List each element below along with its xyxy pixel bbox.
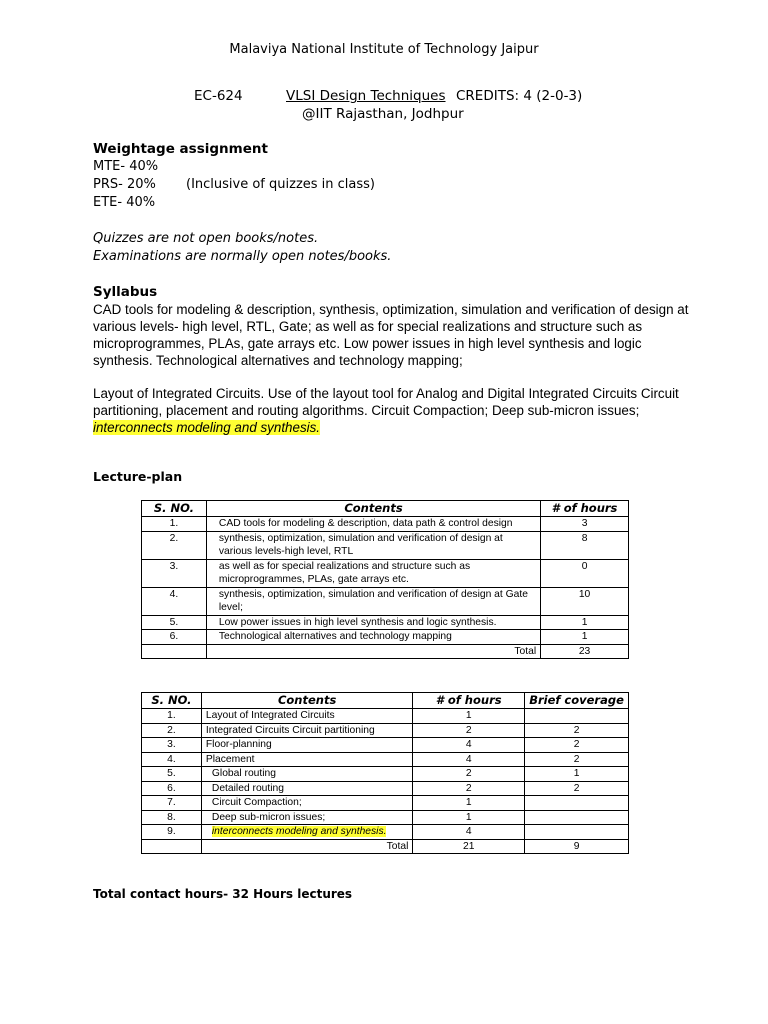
row-brief — [525, 796, 629, 811]
total-contact-hours: Total contact hours- 32 Hours lectures — [93, 887, 353, 901]
col-header-contents: Contents — [201, 693, 412, 709]
row-sno: 6. — [142, 630, 207, 645]
table-row — [142, 796, 629, 811]
col-header-sno: S. NO. — [142, 501, 207, 517]
table-row — [142, 781, 629, 796]
table-row — [142, 531, 629, 559]
row-sno: 2. — [142, 531, 207, 559]
table-row — [142, 587, 629, 615]
row-hours: 0 — [541, 559, 629, 587]
row-brief: 2 — [525, 752, 629, 767]
total-hours: 23 — [541, 644, 629, 659]
row-brief: 1 — [525, 767, 629, 782]
row-hours: 8 — [541, 531, 629, 559]
row-brief: 2 — [525, 738, 629, 753]
col-header-hours: # of hours — [541, 501, 629, 517]
row-sno: 1. — [142, 517, 207, 532]
row-sno: 4. — [142, 587, 207, 615]
col-header-contents: Contents — [206, 501, 540, 517]
course-title: VLSI Design Techniques — [286, 88, 446, 104]
institute-name: Malaviya National Institute of Technology Jaipur — [229, 42, 539, 57]
total-label: Total — [201, 839, 412, 854]
lecture-table-2 — [141, 692, 629, 854]
table-row — [142, 559, 629, 587]
col-header-hours: # of hours — [413, 693, 525, 709]
row-hours: 1 — [413, 810, 525, 825]
table-total-row — [142, 839, 629, 854]
row-hours: 2 — [413, 781, 525, 796]
row-content: Low power issues in high level synthesis and logic synthesis. — [206, 615, 540, 630]
row-hours: 2 — [413, 723, 525, 738]
weightage-prs-note: (Inclusive of quizzes in class) — [186, 177, 375, 192]
row-content: Placement — [201, 752, 412, 767]
row-sno: 2. — [142, 723, 202, 738]
quiz-note: Quizzes are not open books/notes. — [93, 231, 319, 246]
highlight-text: interconnects modeling and synthesis. — [211, 826, 387, 837]
row-sno: 5. — [142, 767, 202, 782]
table-total-row — [142, 644, 629, 659]
table-row — [142, 825, 629, 840]
syllabus-paragraph-1: CAD tools for modeling & description, synthesis, optimization, simulation and verification of design at various levels- high level, RTL, Gate; as well as for special realizations and structure such as microprogrammes, PLAs, gate arrays etc. Low power issues in high level synthesis and logic synthesis. Technological alternatives and technology mapping; — [93, 302, 689, 368]
row-content: Integrated Circuits Circuit partitioning — [201, 723, 412, 738]
total-empty-cell — [142, 644, 207, 659]
row-brief — [525, 825, 629, 840]
lecture-table-1 — [141, 500, 629, 659]
row-brief — [525, 810, 629, 825]
course-code: EC-624 — [194, 88, 243, 104]
row-content: Global routing — [201, 767, 412, 782]
table-header-row — [142, 501, 629, 517]
row-content: synthesis, optimization, simulation and verification of design at various levels-high level, RTL — [206, 531, 540, 559]
row-hours: 10 — [541, 587, 629, 615]
table-row — [142, 615, 629, 630]
row-hours: 4 — [413, 738, 525, 753]
row-content: synthesis, optimization, simulation and verification of design at Gate level; — [206, 587, 540, 615]
row-content: CAD tools for modeling & description, data path & control design — [206, 517, 540, 532]
course-location: @IIT Rajasthan, Jodhpur — [302, 106, 464, 122]
syllabus-paragraph-2-text: Layout of Integrated Circuits. Use of the layout tool for Analog and Digital Integrated Circuits Circuit partitioning, placement and routing algorithms. Circuit Compaction; Deep sub-micron issues; — [93, 386, 679, 418]
total-label: Total — [206, 644, 540, 659]
weightage-prs: PRS- 20% — [93, 177, 156, 192]
col-header-brief: Brief coverage — [525, 693, 629, 709]
col-header-sno: S. NO. — [142, 693, 202, 709]
syllabus-heading: Syllabus — [93, 284, 158, 300]
row-hours: 4 — [413, 825, 525, 840]
row-sno: 3. — [142, 738, 202, 753]
exam-note: Examinations are normally open notes/books. — [93, 249, 392, 264]
table-row — [142, 723, 629, 738]
lecture-plan-heading: Lecture-plan — [93, 469, 183, 484]
row-hours: 1 — [413, 796, 525, 811]
row-content: as well as for special realizations and structure such as microprogrammes, PLAs, gate arrays etc. — [206, 559, 540, 587]
row-sno: 6. — [142, 781, 202, 796]
row-sno: 9. — [142, 825, 202, 840]
row-hours: 3 — [541, 517, 629, 532]
row-hours: 4 — [413, 752, 525, 767]
table-row — [142, 738, 629, 753]
row-content-highlighted — [201, 825, 412, 840]
row-sno: 3. — [142, 559, 207, 587]
syllabus-paragraph-2 — [93, 385, 693, 436]
row-brief — [525, 709, 629, 724]
table-row — [142, 630, 629, 645]
row-sno: 7. — [142, 796, 202, 811]
table-row — [142, 709, 629, 724]
row-content: Circuit Compaction; — [201, 796, 412, 811]
table-row — [142, 752, 629, 767]
row-content: Detailed routing — [201, 781, 412, 796]
row-hours: 2 — [413, 767, 525, 782]
weightage-heading: Weightage assignment — [93, 141, 268, 157]
row-brief: 2 — [525, 781, 629, 796]
weightage-mte: MTE- 40% — [93, 159, 159, 174]
total-brief: 9 — [525, 839, 629, 854]
row-hours: 1 — [541, 615, 629, 630]
row-brief: 2 — [525, 723, 629, 738]
total-hours: 21 — [413, 839, 525, 854]
row-content: Deep sub-micron issues; — [201, 810, 412, 825]
row-sno: 1. — [142, 709, 202, 724]
row-content: Floor-planning — [201, 738, 412, 753]
row-content: Layout of Integrated Circuits — [201, 709, 412, 724]
row-hours: 1 — [413, 709, 525, 724]
row-hours: 1 — [541, 630, 629, 645]
table-row — [142, 810, 629, 825]
syllabus-highlight: interconnects modeling and synthesis. — [93, 420, 321, 435]
row-sno: 4. — [142, 752, 202, 767]
table-row — [142, 517, 629, 532]
course-credits: CREDITS: 4 (2-0-3) — [456, 88, 583, 104]
total-empty-cell — [142, 839, 202, 854]
row-sno: 8. — [142, 810, 202, 825]
table-row — [142, 767, 629, 782]
weightage-ete: ETE- 40% — [93, 195, 156, 210]
table-header-row — [142, 693, 629, 709]
row-sno: 5. — [142, 615, 207, 630]
row-content: Technological alternatives and technology mapping — [206, 630, 540, 645]
